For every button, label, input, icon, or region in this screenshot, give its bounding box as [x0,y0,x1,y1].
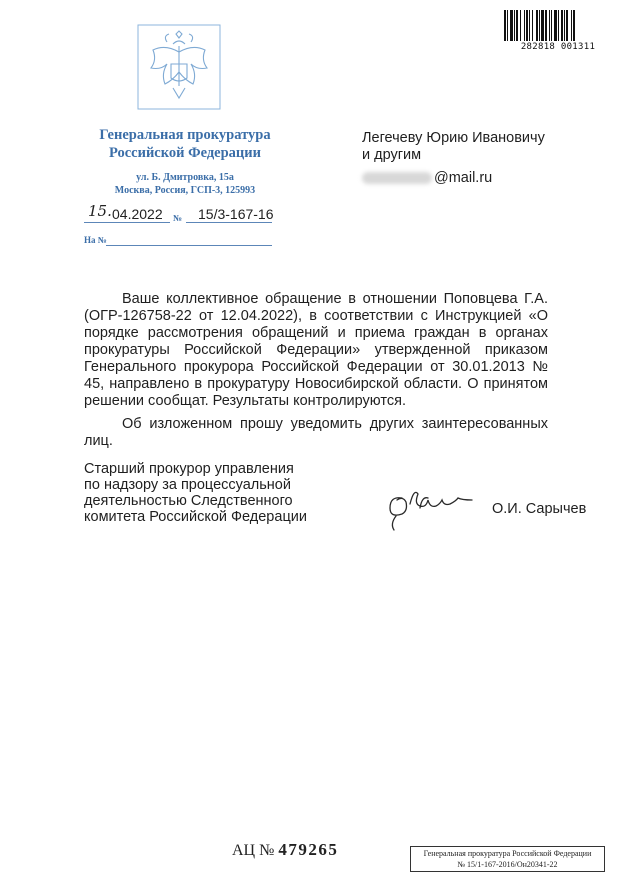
barcode-bar [571,10,572,41]
letter-body [84,291,548,450]
barcode-bar [510,10,513,41]
ac-label-text: АЦ № [232,842,275,859]
signer-title-line1: Старший прокурор управления [84,461,294,477]
barcode-bar [529,10,530,41]
address-line2: Москва, Россия, ГСП-3, 125993 [114,185,256,196]
address-line1: ул. Б. Дмитровка, 15а [136,172,234,183]
reply-label: На № [84,235,107,245]
number-label: № [173,213,183,223]
stamp-line2: № 15/1-167-2016/Он20341-22 [457,860,558,869]
signer-title [84,461,324,525]
organization-name-line2: Российской Федерации [108,145,261,161]
barcode-bar [549,10,550,41]
outgoing-number: 15/3-167-16 [198,206,274,222]
registration-stamp [410,846,605,872]
reply-to-line [84,234,274,248]
barcode-bar [524,10,525,41]
barcode-bar [504,10,506,41]
barcode-bar [564,10,565,41]
barcode [502,10,614,44]
coat-of-arms-emblem [137,24,221,110]
barcode-number: 282818 001311 [520,42,596,52]
barcode-bar [507,10,508,41]
recipient [362,130,602,164]
barcode-bar [536,10,538,41]
recipient-others: и другим [362,147,422,163]
redacted-email-user [362,172,432,184]
organization-name [60,126,310,162]
barcode-bar [545,10,547,41]
barcode-bar [551,10,552,41]
barcode-bar [516,10,518,41]
registration-line [84,202,284,225]
handwritten-signature [380,474,500,534]
date-month-year: 04.2022 [112,206,163,222]
barcode-bar [526,10,528,41]
handwritten-day: 15. [88,202,112,220]
organization-address [60,171,310,197]
signer-title-line3: деятельностью Следственного [84,493,293,509]
barcode-bar [573,10,575,41]
barcode-bar [541,10,544,41]
signer-name: О.И. Сарычев [492,501,587,517]
barcode-bar [566,10,568,41]
recipient-email [362,170,492,186]
ac-number-label [232,840,338,860]
barcode-bar [532,10,533,41]
barcode-bar [558,10,559,41]
barcode-bar [514,10,515,41]
ac-number: 479265 [278,840,339,859]
recipient-name: Легечеву Юрию Ивановичу [362,130,545,146]
signer-title-line4: комитета Российской Федерации [84,509,307,525]
barcode-bar [539,10,540,41]
body-paragraph-1: Ваше коллективное обращение в отношении Поповцева Г.А. (ОГР-126758-22 от 12.04.2022), в соответствии с Инструкцией «О порядке рассмотрения обращений и приема граждан в органах прокуратуры Российской Федерации» утвержденной приказом Генерального прокурора Российской Федерации от 30.01.2013 № 45, направлено в прокуратуру Новосибирской области. О принятом решении сообщат. Результаты контролируются. [84,291,548,409]
body-paragraph-2: Об изложенном прошу уведомить других заинтересованных лиц. [84,416,548,449]
barcode-bar [554,10,557,41]
email-domain: @mail.ru [434,170,493,186]
barcode-bar [561,10,563,41]
organization-name-line1: Генеральная прокуратура [99,127,271,143]
barcode-bar [520,10,521,41]
stamp-line1: Генеральная прокуратура Российской Федерации [423,849,592,858]
signer-title-line2: по надзору за процессуальной [84,477,291,493]
